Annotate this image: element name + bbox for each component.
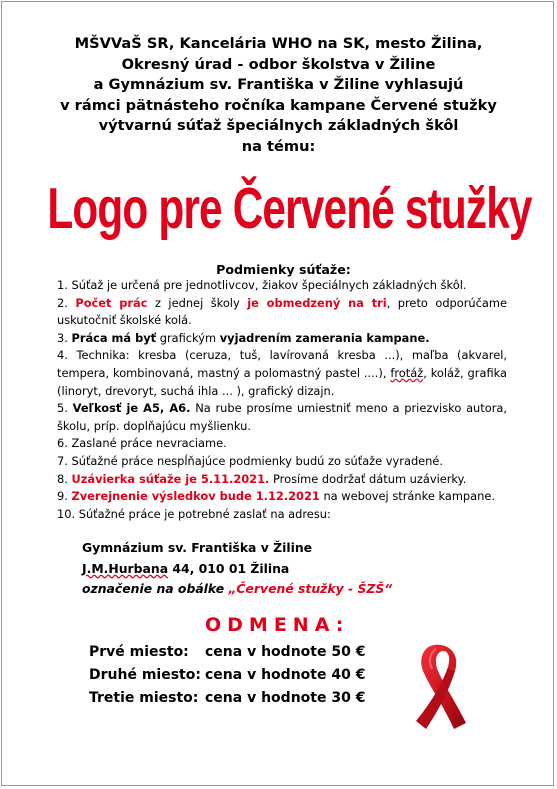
condition-9-text: na webovej stránke kampane. [319, 489, 495, 504]
condition-3-bold-1: Práca má byť [71, 330, 157, 345]
condition-3-number: 3. [57, 330, 72, 345]
condition-3-text: grafickým [156, 330, 220, 345]
condition-9-results-date: Zverejnenie výsledkov bude 1.12.2021 [71, 489, 320, 504]
condition-9 [57, 488, 507, 506]
condition-9-number: 9. [57, 489, 72, 504]
address-street: J.M.Hurbana [82, 560, 169, 576]
prize-second-value: cena v hodnote 40 € [205, 667, 366, 683]
red-ribbon-icon [408, 641, 472, 733]
condition-7: 7. Súťažné práce nespĺňajúce podmienky budú zo súťaže vyradené. [57, 453, 444, 468]
envelope-note-label: označenie na obálke [82, 581, 229, 597]
condition-5-text: Na rube prosíme umiestniť meno a priezvisko autora, školu, príp. doplňajúcu myšlienku. [57, 401, 507, 433]
prize-third-value: cena v hodnote 30 € [205, 690, 366, 706]
condition-2-number: 2. [57, 295, 76, 310]
condition-4-underlined: frotáž [390, 365, 424, 380]
prize-third-label: Tretie miesto: [89, 690, 199, 706]
prize-third [89, 688, 365, 708]
intro-line-6: na tému: [241, 137, 316, 155]
condition-10: 10. Súťažné práce je potrebné zaslať na adresu: [57, 506, 331, 521]
intro-line-1: MŠVVaŠ SR, Kancelária WHO na SK, mesto Žilina, [74, 35, 483, 52]
postal-address [82, 538, 392, 600]
condition-8-text: Prosíme dodržať dátum uzávierky. [269, 471, 467, 486]
condition-3 [57, 330, 507, 348]
condition-8-number: 8. [57, 471, 72, 486]
prize-second-label: Druhé miesto: [89, 667, 201, 683]
condition-2 [57, 295, 507, 330]
conditions-list [57, 277, 507, 523]
condition-5-bold: Veľkosť je A5, A6. [72, 401, 191, 416]
condition-3-bold-2: vyjadrením zamerania kampane. [219, 330, 430, 345]
address-line-2 [82, 559, 392, 580]
envelope-note-value: „Červené stužky - ŠZŠ“ [228, 581, 393, 597]
page-title: Logo pre Červené stužky [47, 176, 532, 241]
prize-first-value: cena v hodnote 50 € [205, 644, 366, 660]
condition-8 [57, 471, 507, 489]
condition-2-highlight-2: je obmedzený na tri [247, 295, 387, 310]
address-line-3 [82, 579, 392, 600]
intro-line-2: Okresný úrad - odbor školstva v Žiline [121, 55, 436, 73]
intro-text [0, 34, 557, 158]
condition-2-highlight-1: Počet prác [75, 295, 148, 310]
condition-8-deadline: Uzávierka súťaže je 5.11.2021. [71, 471, 270, 486]
condition-2-end: , preto odporúčame uskutočniť školské kolá. [57, 295, 508, 328]
condition-6: 6. Zaslané práce nevraciame. [57, 436, 227, 451]
address-line-1: Gymnázium sv. Františka v Žiline [82, 540, 313, 555]
condition-5 [57, 400, 507, 435]
condition-4-text-a: 4. Technika: kresba (ceruza, tuš, lavírovaná kresba ...), maľba (akvarel, tempera, kombinovaná, mastný a polomastný pastel ....), [57, 348, 507, 380]
intro-line-3: a Gymnázium sv. Františka v Žiline vyhlasujú [93, 76, 464, 94]
conditions-heading: Podmienky súťaže: [216, 262, 351, 277]
prize-first [89, 642, 365, 662]
intro-line-5: výtvarnú súťaž špeciálnych základných škôl [98, 117, 459, 135]
intro-line-4: v rámci pätnásteho ročníka kampane Červené stužky [60, 96, 497, 114]
prize-first-label: Prvé miesto: [89, 644, 189, 660]
prize-second [89, 665, 365, 685]
condition-1: 1. Súťaž je určená pre jednotlivcov, žiakov špeciálnych základných škôl. [57, 278, 467, 292]
condition-5-number: 5. [57, 401, 73, 416]
condition-4-text-b: , koláž, grafika (linoryt, drevoryt, suchá ihla ... ), grafický dizajn. [57, 365, 507, 398]
award-heading: ODMENA: [205, 614, 350, 636]
condition-4 [57, 347, 507, 400]
condition-2-text: z jednej školy [147, 295, 248, 310]
address-city: 44, 010 01 Žilina [168, 560, 290, 576]
